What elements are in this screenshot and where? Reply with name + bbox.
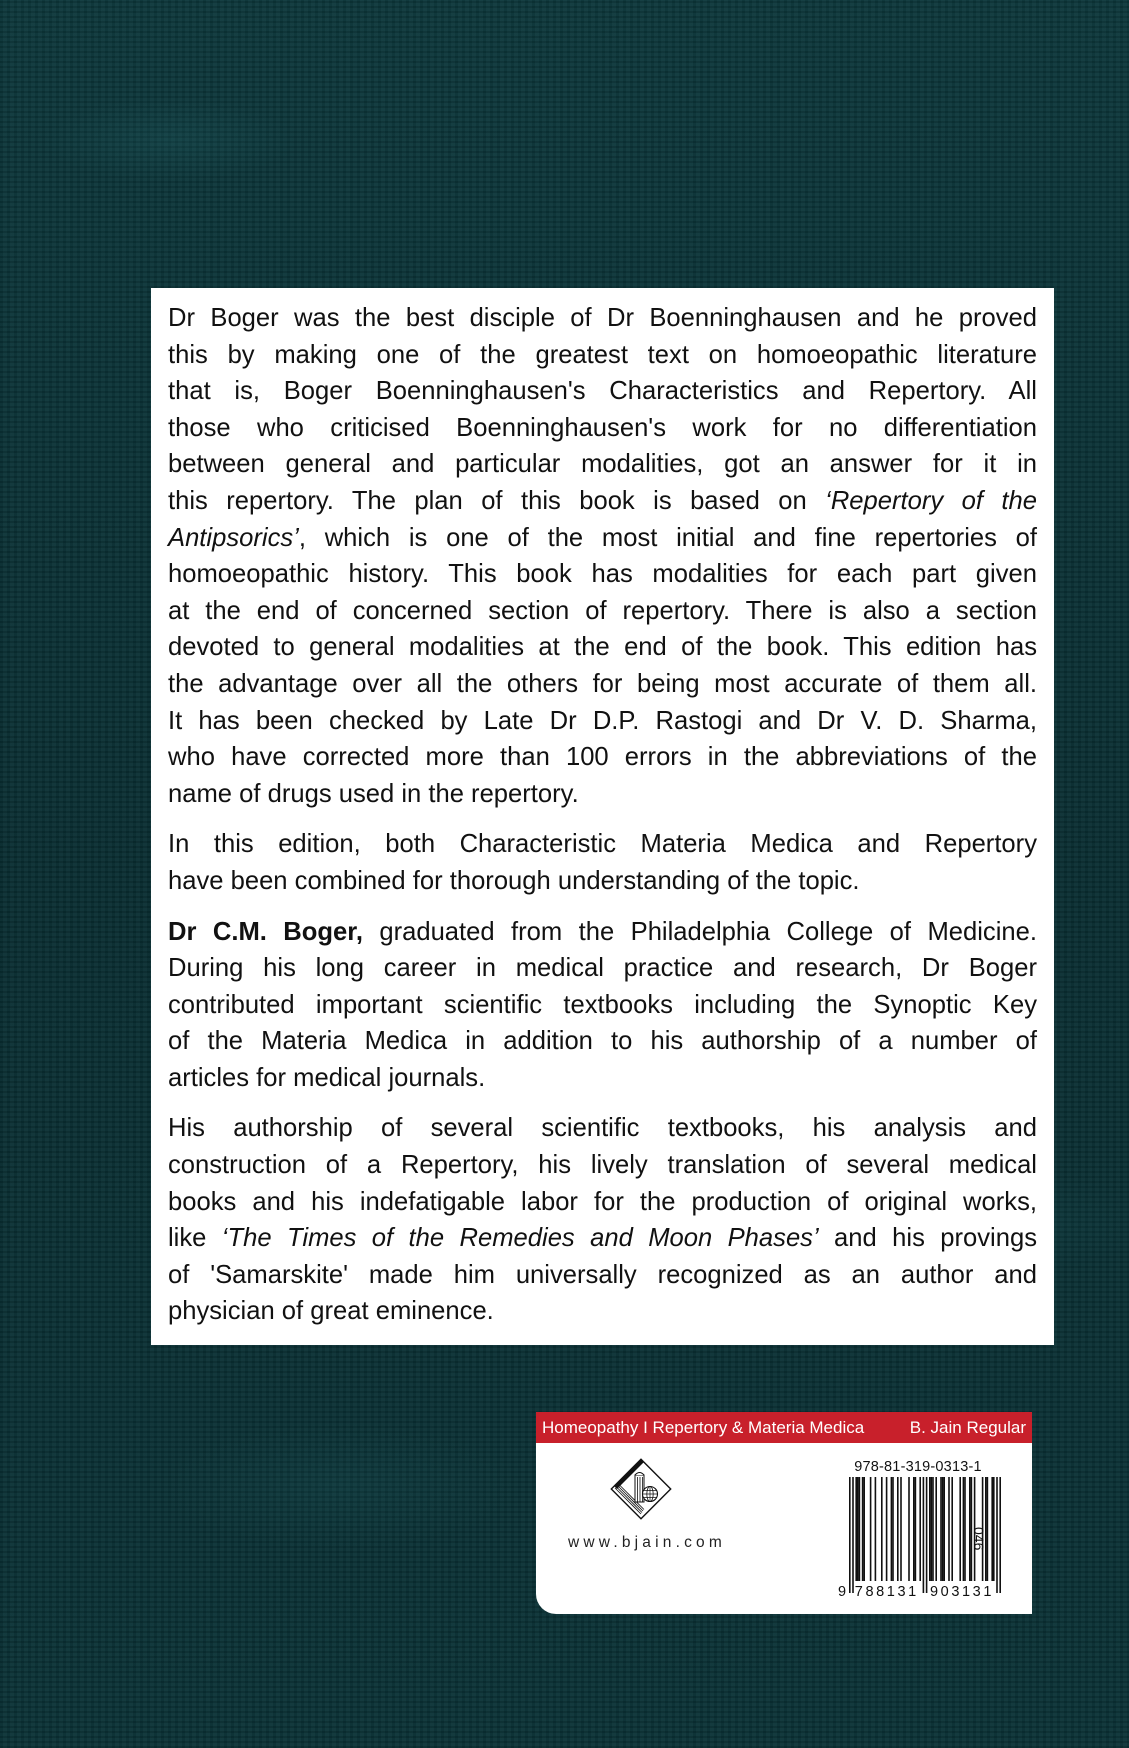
text-segment: In this edition, both Characteristic Materia Medica and Repertory bbox=[168, 830, 1037, 859]
text-line bbox=[168, 337, 1037, 374]
category-band bbox=[536, 1412, 1032, 1443]
text-segment: who have corrected more than 100 errors in the abbreviations of the bbox=[168, 743, 1037, 772]
text-segment: His authorship of several scientific textbooks, his analysis and bbox=[168, 1114, 1037, 1143]
barcode-bar bbox=[857, 1477, 859, 1581]
barcode-bar bbox=[926, 1477, 928, 1593]
text-line bbox=[168, 776, 1037, 813]
barcode-bar bbox=[940, 1477, 942, 1581]
addon-code: 046 bbox=[971, 1527, 987, 1551]
text-segment: construction of a Repertory, his lively translation of several medical bbox=[168, 1151, 1037, 1180]
barcode-bar bbox=[908, 1477, 910, 1581]
text-segment: name of drugs used in the repertory. bbox=[168, 779, 579, 808]
barcode-bar bbox=[919, 1477, 921, 1581]
barcode-bar bbox=[932, 1477, 934, 1581]
barcode-bar bbox=[870, 1477, 872, 1581]
text-segment: at the end of concerned section of repertory. There is also a section bbox=[168, 596, 1037, 625]
isbn-number: 978-81-319-0313-1 bbox=[854, 1459, 982, 1475]
barcode-bar bbox=[931, 1477, 933, 1581]
barcode-bar bbox=[923, 1477, 925, 1593]
text-line bbox=[168, 1257, 1037, 1294]
text-segment: devoted to general modalities at the end of the book. This edition has bbox=[168, 633, 1037, 662]
barcode-bar bbox=[964, 1477, 966, 1581]
barcode-right-digits: 903131 bbox=[930, 1584, 994, 1600]
barcode-first-digit: 9 bbox=[838, 1584, 849, 1600]
text-line bbox=[168, 483, 1037, 520]
barcode-bar bbox=[849, 1477, 851, 1593]
barcode-bar bbox=[886, 1477, 888, 1581]
text-line bbox=[168, 666, 1037, 703]
barcode-bar bbox=[993, 1477, 995, 1581]
barcode-bar bbox=[929, 1477, 931, 1581]
description-paragraph bbox=[168, 914, 1037, 1097]
barcode-bar bbox=[991, 1477, 993, 1581]
text-segment: graduated from the Philadelphia College of Medicine. bbox=[362, 917, 1037, 946]
text-line bbox=[168, 1060, 1037, 1097]
text-segment: physician of great eminence. bbox=[168, 1297, 494, 1326]
text-line bbox=[168, 556, 1037, 593]
text-segment: this repertory. The plan of this book is based on bbox=[168, 486, 826, 515]
text-line bbox=[168, 1110, 1037, 1147]
text-line bbox=[168, 863, 1037, 900]
text-line bbox=[168, 1220, 1037, 1257]
author-name: Dr C.M. Boger, bbox=[168, 917, 363, 946]
text-line bbox=[168, 739, 1037, 776]
barcode-bar bbox=[852, 1477, 854, 1593]
text-line bbox=[168, 446, 1037, 483]
text-line bbox=[168, 520, 1037, 557]
barcode-bar bbox=[875, 1477, 877, 1581]
barcode-bar bbox=[891, 1477, 893, 1581]
description-paragraph bbox=[168, 300, 1037, 812]
barcode-bar bbox=[900, 1477, 902, 1581]
category-label: Homeopathy I Repertory & Materia Medica bbox=[542, 1417, 865, 1437]
barcode-bar bbox=[892, 1477, 894, 1581]
book-title: ‘Repertory of the bbox=[825, 486, 1037, 515]
isbn-barcode bbox=[837, 1455, 1020, 1601]
barcode-bar bbox=[943, 1477, 945, 1581]
barcode-bar bbox=[948, 1477, 950, 1581]
text-line bbox=[168, 629, 1037, 666]
text-segment: contributed important scientific textbooks including the Synoptic Key bbox=[168, 990, 1037, 1019]
description-paragraph bbox=[168, 1110, 1037, 1330]
barcode-bar bbox=[913, 1477, 915, 1581]
barcode-bar bbox=[942, 1477, 944, 1581]
website-url[interactable]: www.bjain.com bbox=[568, 1534, 726, 1551]
barcode-bar bbox=[915, 1477, 917, 1581]
barcode-bar bbox=[999, 1477, 1001, 1593]
barcode-bar bbox=[963, 1477, 965, 1581]
text-segment: between general and particular modalities, got an answer for it in bbox=[168, 450, 1037, 479]
text-segment: It has been checked by Late Dr D.P. Rastogi and Dr V. D. Sharma, bbox=[168, 706, 1037, 735]
text-line bbox=[168, 950, 1037, 987]
barcode-bar bbox=[959, 1477, 961, 1581]
bjain-logo-icon bbox=[608, 1456, 674, 1522]
barcode-bar bbox=[951, 1477, 953, 1581]
text-segment: During his long career in medical practice and research, Dr Boger bbox=[168, 954, 1037, 983]
barcode-bar bbox=[859, 1477, 861, 1581]
text-segment: the advantage over all the others for being most accurate of them all. bbox=[168, 669, 1037, 698]
text-line bbox=[168, 914, 1037, 951]
text-segment: those who criticised Boenninghausen's work for no differentiation bbox=[168, 413, 1037, 442]
text-line bbox=[168, 300, 1037, 337]
series-label: B. Jain Regular bbox=[909, 1417, 1026, 1437]
text-line bbox=[168, 593, 1037, 630]
barcode-bar bbox=[863, 1477, 865, 1581]
barcode-bar bbox=[996, 1477, 998, 1593]
description-box bbox=[151, 288, 1054, 1345]
text-segment: this by making one of the greatest text on homoeopathic literature bbox=[168, 340, 1037, 369]
text-segment: articles for medical journals. bbox=[168, 1063, 486, 1092]
text-segment: have been combined for thorough understanding of the topic. bbox=[168, 866, 860, 895]
publisher-info-card bbox=[536, 1412, 1032, 1614]
text-segment: that is, Boger Boenninghausen's Characteristics and Repertory. All bbox=[168, 377, 1037, 406]
description-paragraph bbox=[168, 826, 1037, 899]
text-segment: of 'Samarskite' made him universally recognized as an author and bbox=[168, 1260, 1037, 1289]
barcode-bar bbox=[855, 1477, 857, 1581]
text-segment: , which is one of the most initial and fine repertories of bbox=[298, 523, 1037, 552]
text-line bbox=[168, 373, 1037, 410]
text-segment: like bbox=[168, 1224, 222, 1253]
text-segment: and his provings bbox=[818, 1224, 1037, 1253]
text-segment: homoeopathic history. This book has modalities for each part given bbox=[168, 560, 1037, 589]
barcode-bar bbox=[935, 1477, 937, 1581]
text-line bbox=[168, 987, 1037, 1024]
text-line bbox=[168, 1293, 1037, 1330]
text-line bbox=[168, 826, 1037, 863]
book-title: ‘The Times of the Remedies and Moon Phases’ bbox=[221, 1224, 819, 1253]
book-title: Antipsorics’ bbox=[168, 523, 299, 552]
text-line bbox=[168, 1184, 1037, 1221]
text-line bbox=[168, 703, 1037, 740]
text-segment: of the Materia Medica in addition to his authorship of a number of bbox=[168, 1027, 1037, 1056]
text-segment: books and his indefatigable labor for the production of original works, bbox=[168, 1187, 1037, 1216]
barcode-bar bbox=[881, 1477, 883, 1581]
text-segment: Dr Boger was the best disciple of Dr Boenninghausen and he proved bbox=[168, 304, 1037, 332]
text-line bbox=[168, 1023, 1037, 1060]
text-line bbox=[168, 410, 1037, 447]
text-line bbox=[168, 1147, 1037, 1184]
barcode-bar bbox=[862, 1477, 864, 1581]
barcode-left-digits: 788131 bbox=[854, 1584, 919, 1600]
barcode-bar bbox=[897, 1477, 899, 1581]
